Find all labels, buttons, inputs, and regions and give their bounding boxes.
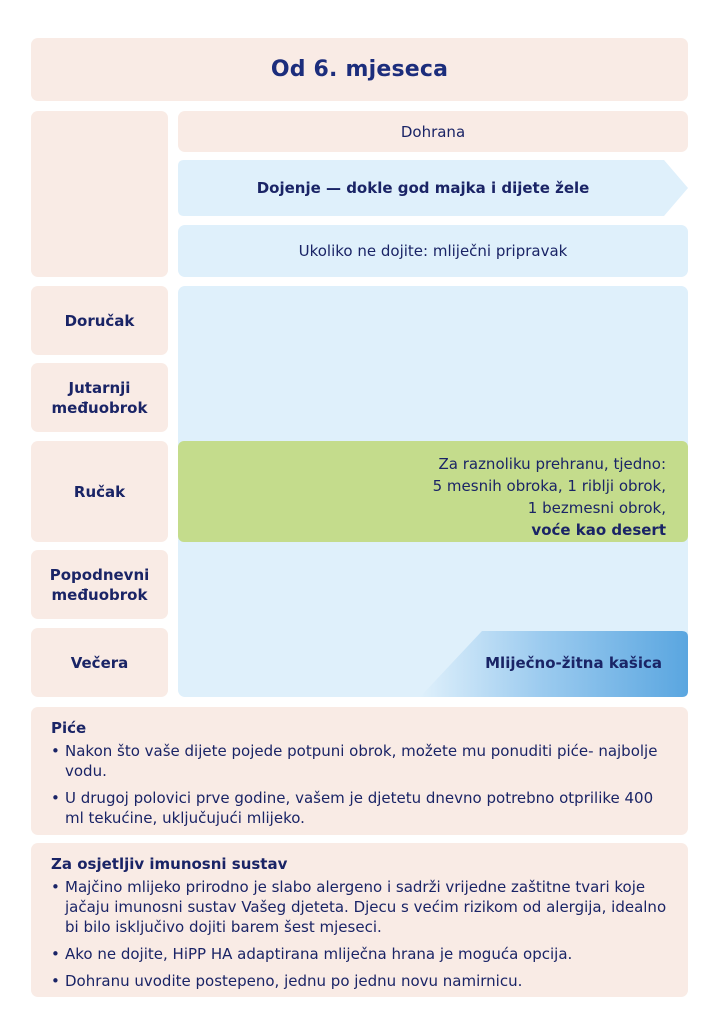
dojenje-arrow-row [178, 160, 688, 216]
meal-label: Popodnevni međuobrok [49, 565, 150, 604]
dojenje-label: Dojenje — dokle god majka i dijete žele [256, 179, 590, 197]
list-item: • U drugoj polovici prve godine, vašem je djetetu dnevno potrebno otprilike 400 ml tekućine, uključujući mlijeko. [51, 788, 668, 828]
meal-rucak [31, 441, 168, 542]
variety-line: 1 bezmesni obrok, [527, 499, 666, 517]
meal-dorucak [31, 286, 168, 355]
pice-info-box [31, 707, 688, 835]
page-title-box [31, 38, 688, 101]
variety-bold-line: voće kao desert [531, 521, 666, 539]
meal-jutarnji-meduobrok [31, 363, 168, 432]
meal-vecera [31, 628, 168, 697]
variety-line: Za raznoliku prehranu, tjedno: [438, 455, 666, 473]
kasica-label: Mliječno-žitna kašica [485, 654, 662, 672]
meal-label: Ručak [73, 482, 126, 501]
pice-list [51, 741, 668, 828]
imunosni-list [51, 877, 668, 991]
list-item: • Ako ne dojite, HiPP HA adaptirana mliječna hrana je moguća opcija. [51, 944, 668, 964]
list-item: • Dohranu uvodite postepeno, jednu po jednu novu namirnicu. [51, 971, 668, 991]
left-header-cell [31, 111, 168, 277]
kasica-box [420, 631, 688, 697]
meal-popodnevni-meduobrok [31, 550, 168, 619]
meal-label: Jutarnji međuobrok [51, 378, 148, 417]
dohrana-row [178, 111, 688, 152]
meal-label: Doručak [64, 311, 135, 330]
dohrana-label: Dohrana [400, 122, 466, 141]
variety-info-box [178, 441, 688, 542]
variety-line: 5 mesnih obroka, 1 riblji obrok, [432, 477, 666, 495]
imunosni-info-box [31, 843, 688, 997]
pripravak-label: Ukoliko ne dojite: mliječni pripravak [298, 242, 568, 260]
pripravak-row [178, 225, 688, 277]
imunosni-title: Za osjetljiv imunosni sustav [51, 855, 288, 873]
list-item: • Majčino mlijeko prirodno je slabo alergeno i sadrži vrijedne zaštitne tvari koje jačaju imunosni sustav Vašeg djeteta. Djecu s većim rizikom od alergija, idealno bi bilo isključivo dojiti barem šest mjeseci. [51, 877, 668, 937]
meal-label: Večera [70, 653, 129, 672]
page-title: Od 6. mjeseca [270, 57, 449, 82]
pice-title: Piće [51, 719, 87, 737]
list-item: • Nakon što vaše dijete pojede potpuni obrok, možete mu ponuditi piće- najbolje vodu. [51, 741, 668, 781]
